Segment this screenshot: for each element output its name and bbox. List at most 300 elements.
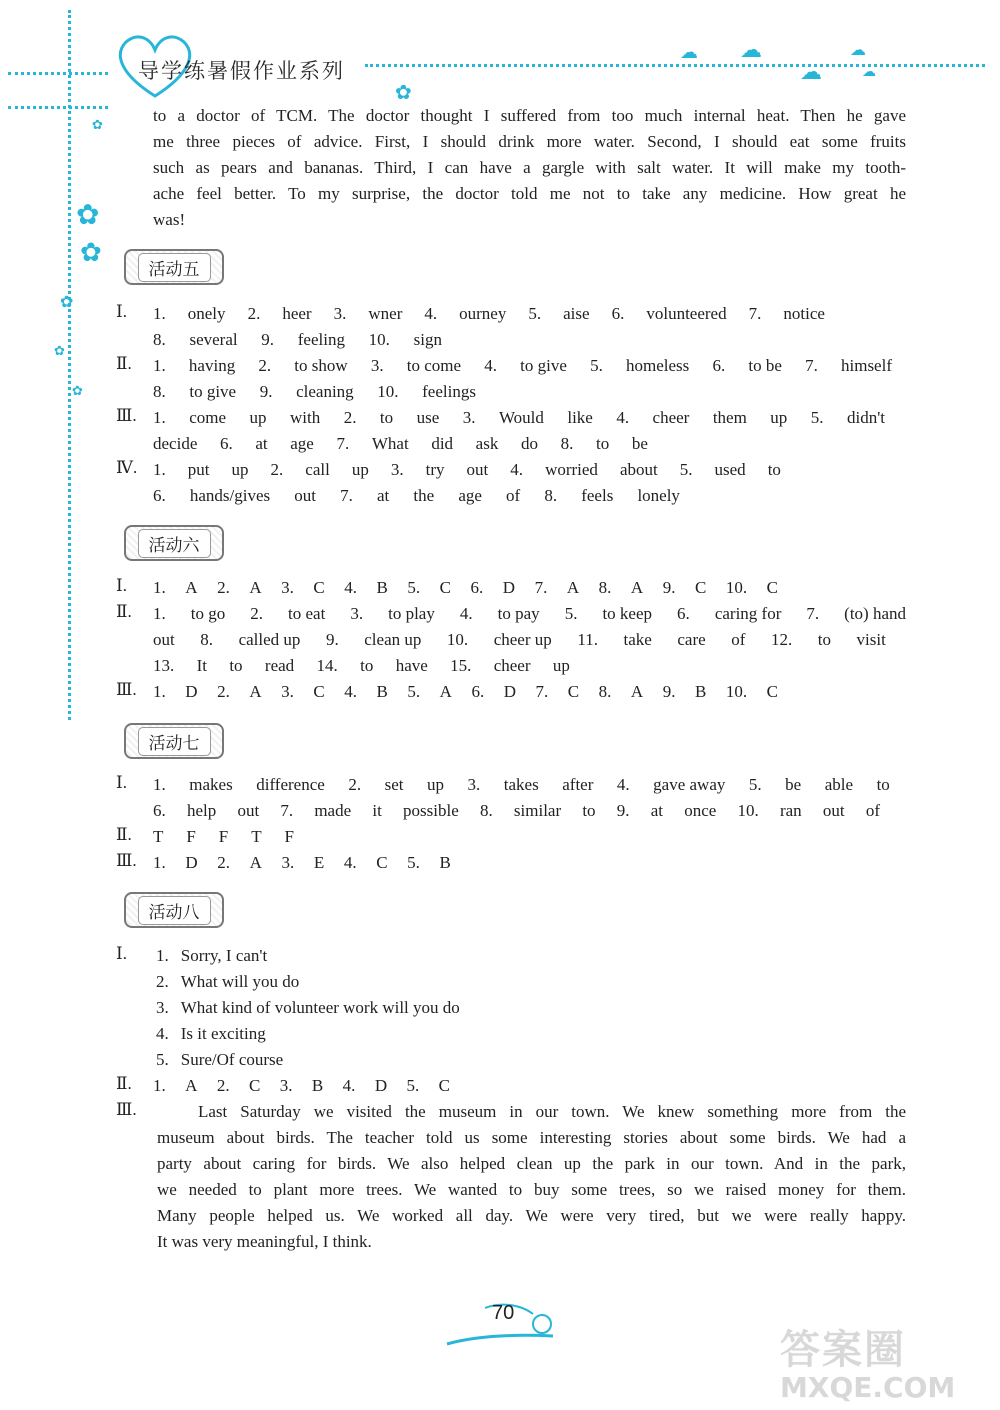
- answer-token: E: [313, 853, 325, 872]
- answer-token: difference: [256, 775, 325, 794]
- part-numeral: Ⅱ.: [116, 354, 132, 373]
- flower-icon: ✿: [54, 344, 65, 359]
- header-dotted-line-lower: [8, 106, 108, 109]
- answer-line: [153, 827, 294, 847]
- answer-token: 2.: [217, 853, 230, 872]
- answer-token: C: [439, 578, 451, 597]
- answer-token: 1.: [153, 853, 166, 872]
- answer-token: to come: [406, 356, 462, 375]
- answer-token: out: [294, 486, 317, 505]
- answer-token: makes: [189, 775, 233, 794]
- answer-token: 6.: [712, 356, 726, 375]
- answer-token: of: [731, 630, 746, 649]
- answer-token: it: [372, 801, 382, 820]
- answer-token: 4.: [344, 578, 357, 597]
- answer-token: B: [376, 682, 388, 701]
- answer-token: Would: [498, 408, 544, 427]
- answer-token: 14.: [316, 656, 338, 675]
- answer-token: 3.: [390, 460, 404, 479]
- answer-token: F: [218, 827, 229, 846]
- answer-token: 6.: [470, 578, 484, 597]
- answer-token: 8.: [598, 578, 612, 597]
- answer-token: them: [712, 408, 747, 427]
- essay-line: party about caring for birds. We also helped clean up the park in our town. And in the park,: [157, 1154, 906, 1173]
- answer-line: [153, 801, 880, 821]
- answer-token: 2.: [250, 604, 264, 623]
- answer-token: 6.: [219, 434, 233, 453]
- section-title: 活动六: [138, 529, 211, 558]
- answer-token: A: [249, 853, 262, 872]
- cloud-icon: ☁: [862, 64, 876, 80]
- answer-token: be: [631, 434, 648, 453]
- answer-token: (to) hand: [844, 604, 906, 623]
- answer-token: care: [677, 630, 706, 649]
- section-badge: [124, 525, 224, 561]
- answer-token: heer: [282, 304, 312, 323]
- flower-icon: ✿: [72, 384, 83, 399]
- answer-token: 10.: [446, 630, 469, 649]
- answer-token: What will you do: [180, 972, 300, 991]
- answer-token: up: [552, 656, 570, 675]
- answer-token: 8.: [153, 330, 166, 349]
- answer-token: 2.: [217, 682, 230, 701]
- answer-token: to: [595, 434, 610, 453]
- answer-token: decide: [153, 434, 198, 453]
- answer-token: 4.: [484, 356, 497, 375]
- answer-line: [156, 972, 299, 992]
- answer-token: out: [822, 801, 845, 820]
- answer-token: of: [865, 801, 880, 820]
- answer-token: volunteered: [646, 304, 727, 323]
- answer-token: 7.: [748, 304, 762, 323]
- answer-token: 8.: [153, 382, 166, 401]
- answer-token: put: [187, 460, 210, 479]
- answer-token: to give: [520, 356, 567, 375]
- answer-token: 1.: [153, 1076, 166, 1095]
- answer-token: B: [376, 578, 388, 597]
- answer-token: 6.: [471, 682, 485, 701]
- answer-token: 3.: [467, 775, 481, 794]
- answer-token: 13.: [153, 656, 175, 675]
- answer-token: hands/gives: [189, 486, 271, 505]
- answer-token: having: [188, 356, 236, 375]
- answer-token: 3.: [350, 604, 364, 623]
- answer-token: 1.: [153, 604, 166, 623]
- answer-token: 2.: [156, 972, 169, 991]
- answer-token: 6.: [153, 801, 166, 820]
- part-numeral: Ⅰ.: [116, 773, 127, 792]
- margin-dotted-line: [68, 10, 71, 720]
- answer-token: called up: [238, 630, 301, 649]
- answer-token: ran: [779, 801, 802, 820]
- answer-token: cheer: [652, 408, 690, 427]
- answer-token: 4.: [616, 775, 630, 794]
- answer-token: 7.: [280, 801, 294, 820]
- answer-token: up: [351, 460, 369, 479]
- answer-token: 10.: [377, 382, 399, 401]
- answer-token: ourney: [459, 304, 507, 323]
- answer-token: 7.: [535, 682, 549, 701]
- header-dotted-line-left: [8, 72, 108, 75]
- answer-token: D: [502, 578, 516, 597]
- answer-token: 4.: [343, 853, 357, 872]
- answer-token: gave away: [653, 775, 726, 794]
- answer-token: 4.: [510, 460, 524, 479]
- answer-token: 8.: [544, 486, 558, 505]
- answer-token: 10.: [725, 578, 748, 597]
- answer-token: 5.: [679, 460, 693, 479]
- flower-icon: ✿: [60, 292, 74, 311]
- answer-token: C: [249, 1076, 261, 1095]
- intro-paragraph-line: such as pears and bananas. Third, I can have a gargle with salt water. It will make my tooth-: [153, 158, 906, 177]
- answer-token: 12.: [770, 630, 793, 649]
- part-numeral: Ⅰ.: [116, 944, 127, 963]
- answer-token: A: [630, 682, 644, 701]
- answer-token: B: [439, 853, 451, 872]
- answer-token: 4.: [156, 1024, 169, 1043]
- answer-token: didn't: [846, 408, 885, 427]
- answer-token: 8.: [598, 682, 612, 701]
- answer-token: 7.: [805, 356, 818, 375]
- answer-token: try: [425, 460, 445, 479]
- answer-token: up: [427, 775, 444, 794]
- answer-token: C: [766, 682, 778, 701]
- answer-token: 8.: [200, 630, 214, 649]
- part-numeral: Ⅲ.: [116, 1100, 137, 1119]
- answer-line: [153, 330, 442, 350]
- answer-token: It: [196, 656, 207, 675]
- answer-token: do: [520, 434, 538, 453]
- answer-token: once: [684, 801, 717, 820]
- answer-token: 1.: [156, 946, 169, 965]
- answer-token: 7.: [340, 486, 353, 505]
- essay-line: Many people helped us. We worked all day. We were very tired, but we were really happy.: [157, 1206, 906, 1225]
- answer-token: A: [566, 578, 580, 597]
- answer-token: A: [185, 1076, 198, 1095]
- part-numeral: Ⅲ.: [116, 406, 137, 425]
- section-title: 活动七: [138, 727, 211, 756]
- answer-line: [153, 656, 570, 676]
- essay-line: It was very meaningful, I think.: [157, 1232, 372, 1251]
- answer-token: call: [305, 460, 330, 479]
- answer-token: feels: [581, 486, 614, 505]
- answer-token: 1.: [153, 682, 166, 701]
- answer-line: [153, 853, 451, 873]
- cloud-icon: ☁: [740, 38, 762, 63]
- answer-token: 5.: [407, 578, 421, 597]
- answer-token: after: [562, 775, 594, 794]
- answer-token: D: [503, 682, 516, 701]
- answer-token: 3.: [279, 1076, 293, 1095]
- page-number: 70: [492, 1302, 515, 1324]
- answer-token: 4.: [342, 1076, 356, 1095]
- answer-token: to: [817, 630, 831, 649]
- answer-token: have: [395, 656, 428, 675]
- answer-line: [153, 304, 825, 324]
- answer-token: 8.: [560, 434, 574, 453]
- cloud-icon: ☁: [850, 40, 866, 59]
- answer-token: D: [185, 853, 198, 872]
- answer-token: Sorry, I can't: [180, 946, 268, 965]
- answer-token: read: [264, 656, 295, 675]
- answer-token: 11.: [577, 630, 598, 649]
- answer-token: D: [185, 682, 198, 701]
- answer-token: F: [186, 827, 196, 846]
- part-numeral: Ⅲ.: [116, 680, 137, 699]
- answer-token: 10.: [725, 682, 748, 701]
- answer-token: use: [416, 408, 440, 427]
- watermark-cn: 答案圈: [780, 1327, 906, 1373]
- answer-token: 1.: [153, 304, 166, 323]
- answer-line: [153, 434, 648, 454]
- answer-token: with: [289, 408, 321, 427]
- answer-token: to give: [189, 382, 237, 401]
- part-numeral: Ⅳ.: [116, 458, 138, 477]
- watermark-url: MXQE.COM: [780, 1371, 956, 1404]
- watermark: [780, 1318, 955, 1404]
- answer-token: come: [189, 408, 227, 427]
- answer-token: ask: [475, 434, 499, 453]
- answer-token: wner: [368, 304, 403, 323]
- answer-token: worried: [545, 460, 598, 479]
- answer-token: up: [770, 408, 788, 427]
- answer-token: visit: [856, 630, 886, 649]
- answer-token: 5.: [406, 1076, 420, 1095]
- answer-token: 6.: [153, 486, 166, 505]
- answer-token: to eat: [288, 604, 326, 623]
- answer-token: to: [360, 656, 374, 675]
- answer-token: 2.: [247, 304, 261, 323]
- essay-line: museum about birds. The teacher told us some interesting stories about some birds. We had a: [157, 1128, 906, 1147]
- answer-token: the: [413, 486, 435, 505]
- header-dotted-line-right: [365, 64, 985, 67]
- answer-token: C: [313, 682, 325, 701]
- section-title: 活动八: [138, 896, 211, 925]
- cloud-icon: ☁: [800, 60, 822, 85]
- answer-token: F: [284, 827, 294, 846]
- answer-token: to keep: [602, 604, 653, 623]
- answer-token: 1.: [153, 356, 166, 375]
- answer-token: 5.: [407, 682, 421, 701]
- flower-icon: ✿: [76, 198, 100, 231]
- answer-token: 9.: [662, 578, 676, 597]
- answer-token: to show: [294, 356, 348, 375]
- answer-token: What kind of volunteer work will you do: [180, 998, 460, 1017]
- answer-token: What: [371, 434, 409, 453]
- answer-token: C: [694, 578, 707, 597]
- answer-token: 10.: [368, 330, 390, 349]
- answer-token: 15.: [450, 656, 472, 675]
- answer-token: 7.: [336, 434, 350, 453]
- answer-token: notice: [783, 304, 825, 323]
- answer-token: D: [374, 1076, 388, 1095]
- cloud-icon: ☁: [680, 42, 698, 63]
- answer-line: [153, 630, 886, 650]
- intro-paragraph-line: ache feel better. To my surprise, the doctor told me not to take any medicine. How great he: [153, 184, 906, 203]
- answer-token: 9.: [616, 801, 630, 820]
- answer-token: help: [186, 801, 217, 820]
- answer-line: [153, 356, 892, 376]
- answer-token: homeless: [626, 356, 690, 375]
- answer-token: out: [466, 460, 489, 479]
- answer-token: 4.: [459, 604, 473, 623]
- answer-token: 9.: [325, 630, 339, 649]
- essay-line: Last Saturday we visited the museum in our town. We knew something more from the: [198, 1102, 906, 1121]
- answer-token: 4.: [344, 682, 357, 701]
- answer-line: [153, 682, 778, 702]
- answer-token: T: [251, 827, 262, 846]
- answer-token: at: [650, 801, 663, 820]
- answer-token: used: [714, 460, 746, 479]
- answer-token: 3.: [281, 853, 295, 872]
- answer-token: possible: [403, 801, 459, 820]
- answer-token: 1.: [153, 578, 166, 597]
- answer-token: 9.: [662, 682, 676, 701]
- answer-token: to: [229, 656, 243, 675]
- answer-token: to: [876, 775, 890, 794]
- answer-token: be: [785, 775, 802, 794]
- answer-token: set: [384, 775, 404, 794]
- answer-token: 5.: [407, 853, 420, 872]
- answer-token: 5.: [156, 1050, 169, 1069]
- section-badge: [124, 249, 224, 285]
- answer-token: onely: [187, 304, 226, 323]
- answer-token: 2.: [348, 775, 362, 794]
- answer-token: T: [153, 827, 164, 846]
- answer-token: up: [231, 460, 249, 479]
- answer-token: 7.: [534, 578, 548, 597]
- flower-icon: ✿: [92, 118, 103, 133]
- answer-line: [153, 1076, 450, 1096]
- part-numeral: Ⅱ.: [116, 1074, 132, 1093]
- answer-token: 5.: [810, 408, 824, 427]
- answer-token: Sure/Of course: [180, 1050, 284, 1069]
- series-title: 导学练暑假作业系列: [138, 59, 345, 83]
- answer-token: 1.: [153, 775, 166, 794]
- part-numeral: Ⅲ.: [116, 851, 137, 870]
- answer-line: [156, 998, 460, 1018]
- part-numeral: Ⅱ.: [116, 825, 132, 844]
- answer-token: to: [379, 408, 394, 427]
- answer-token: out: [153, 630, 175, 649]
- answer-token: C: [567, 682, 580, 701]
- answer-token: clean up: [364, 630, 422, 649]
- answer-line: [153, 578, 778, 598]
- answer-token: similar: [513, 801, 562, 820]
- answer-token: 6.: [677, 604, 690, 623]
- answer-token: like: [567, 408, 593, 427]
- answer-token: 2.: [217, 578, 230, 597]
- answer-token: caring for: [714, 604, 782, 623]
- answer-token: several: [189, 330, 238, 349]
- answer-token: 4.: [616, 408, 630, 427]
- answer-token: 4.: [424, 304, 438, 323]
- answer-token: 2.: [270, 460, 284, 479]
- answer-token: A: [249, 578, 262, 597]
- answer-token: about: [619, 460, 658, 479]
- answer-token: lonely: [637, 486, 680, 505]
- answer-token: made: [314, 801, 352, 820]
- intro-paragraph-line: me three pieces of advice. First, I should drink more water. Second, I should eat some fruits: [153, 132, 906, 151]
- answer-token: 3.: [333, 304, 347, 323]
- answer-token: to pay: [497, 604, 540, 623]
- answer-token: 9.: [261, 330, 275, 349]
- answer-token: A: [630, 578, 644, 597]
- answer-token: 5.: [528, 304, 542, 323]
- answer-token: 2.: [216, 1076, 230, 1095]
- answer-token: Is it exciting: [180, 1024, 266, 1043]
- answer-token: at: [377, 486, 390, 505]
- answer-token: age: [290, 434, 314, 453]
- answer-token: C: [766, 578, 778, 597]
- answer-token: A: [249, 682, 262, 701]
- answer-token: age: [458, 486, 482, 505]
- answer-token: 2.: [258, 356, 272, 375]
- answer-token: sign: [413, 330, 442, 349]
- answer-token: to play: [388, 604, 435, 623]
- part-numeral: Ⅰ.: [116, 302, 127, 321]
- answer-token: A: [185, 578, 198, 597]
- answer-token: aise: [563, 304, 590, 323]
- answer-token: 10.: [737, 801, 759, 820]
- answer-token: 2.: [343, 408, 357, 427]
- answer-line: [153, 382, 476, 402]
- answer-line: [153, 775, 890, 795]
- intro-paragraph-line: was!: [153, 210, 186, 229]
- answer-token: C: [313, 578, 325, 597]
- answer-token: 5.: [590, 356, 603, 375]
- answer-line: [153, 486, 680, 506]
- answer-token: feelings: [422, 382, 476, 401]
- answer-token: of: [506, 486, 521, 505]
- answer-token: 3.: [281, 578, 294, 597]
- answer-token: able: [824, 775, 854, 794]
- answer-token: B: [311, 1076, 324, 1095]
- answer-token: up: [249, 408, 267, 427]
- essay-line: we needed to plant more trees. We wanted to buy some trees, so we raised money for them.: [157, 1180, 906, 1199]
- answer-line: [156, 1050, 283, 1070]
- answer-token: 1.: [153, 460, 166, 479]
- part-numeral: Ⅱ.: [116, 602, 132, 621]
- answer-token: C: [376, 853, 388, 872]
- answer-token: B: [694, 682, 707, 701]
- answer-token: cheer up: [493, 630, 552, 649]
- answer-token: feeling: [297, 330, 345, 349]
- answer-token: 6.: [611, 304, 625, 323]
- answer-line: [156, 1024, 266, 1044]
- answer-token: did: [431, 434, 454, 453]
- answer-token: out: [237, 801, 260, 820]
- answer-token: 1.: [153, 408, 166, 427]
- answer-token: 5.: [564, 604, 578, 623]
- answer-token: to: [582, 801, 596, 820]
- part-numeral: Ⅰ.: [116, 576, 127, 595]
- section-badge: [124, 723, 224, 759]
- answer-line: [153, 604, 906, 624]
- answer-token: to: [767, 460, 781, 479]
- answer-token: cleaning: [296, 382, 354, 401]
- answer-token: A: [439, 682, 452, 701]
- answer-token: take: [623, 630, 652, 649]
- answer-token: takes: [503, 775, 539, 794]
- answer-token: 3.: [370, 356, 384, 375]
- section-badge: [124, 892, 224, 928]
- section-title: 活动五: [138, 253, 211, 282]
- answer-token: 9.: [259, 382, 273, 401]
- answer-token: 3.: [462, 408, 476, 427]
- answer-token: 3.: [281, 682, 294, 701]
- intro-paragraph-line: to a doctor of TCM. The doctor thought I suffered from too much internal heat. Then he gave: [153, 106, 906, 125]
